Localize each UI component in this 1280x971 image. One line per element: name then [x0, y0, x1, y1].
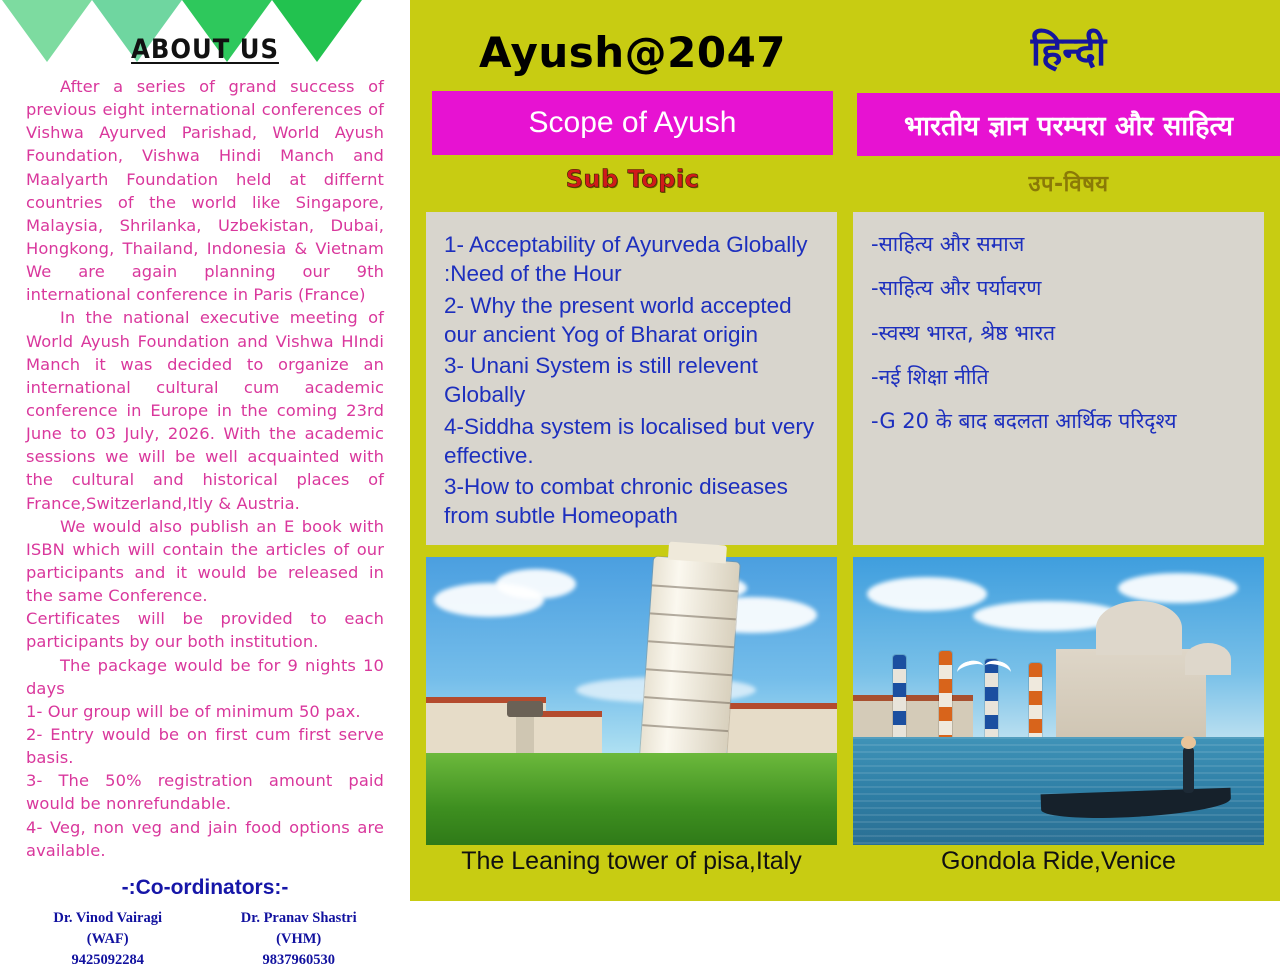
- lawn: [426, 753, 837, 845]
- sub-topic-label: Sub Topic: [565, 165, 700, 193]
- leaning-tower-icon: [640, 556, 740, 762]
- list-item: 3-How to combat chronic diseases from subtle Homeopath: [444, 474, 788, 529]
- list-item: -स्वस्थ भारत, श्रेष्ठ भारत: [871, 320, 1056, 345]
- photo-gallery: [410, 545, 1280, 876]
- pisa-photo-wrapper: [426, 557, 837, 876]
- topics-panel: [410, 0, 1280, 901]
- coordinator-name: Dr. Pranav Shastri: [240, 909, 357, 926]
- about-paragraph: We would also publish an E book with ISBN which will contain the articles of our participants and it would be released in the same Conference.: [26, 516, 384, 606]
- coordinator-phone: 9837960530: [262, 951, 335, 968]
- about-paragraph: 2- Entry would be on first cum first serve basis.: [26, 724, 384, 768]
- coordinator-org: (WAF): [86, 930, 129, 947]
- ayush-title: Ayush@2047: [478, 28, 787, 77]
- dome-icon: [1185, 643, 1231, 675]
- dome-icon: [1096, 601, 1182, 655]
- list-item: -साहित्य और पर्यावरण: [871, 276, 1042, 301]
- about-paragraph: After a series of grand success of previous eight international conferences of Vishwa Ayurved Parishad, World Ayush Foundation, Vishwa Hindi Manch and Maalyarth Foundation held at differnt countries of the world like Singapore, Malaysia, Shrilanka, Uzbekistan, Dubai, Hongkong, Thailand, Indonesia & Vietnam We are again planning our 9th international conference in Paris (France): [26, 77, 384, 305]
- coordinator-card: [241, 908, 357, 971]
- list-item: 1- Acceptability of Ayurveda Globally :Need of the Hour: [444, 232, 808, 287]
- topic-headers: [410, 0, 1280, 198]
- hindi-header-column: [845, 0, 1280, 198]
- about-paragraph: In the national executive meeting of World Ayush Foundation and Vishwa HIndi Manch it was decided to organize an international cultural cum academic conference in Europe in the coming 23rd June to 03 July, 2026. With the academic sessions we will be well acquainted with the cultural and historical places of France,Switzerland,Itly & Austria.: [26, 308, 384, 513]
- coordinators-list: [0, 908, 410, 971]
- coordinators-heading: -:Co-ordinators:-: [121, 875, 289, 899]
- leaning-tower-of-pisa-photo: [426, 557, 837, 845]
- gondolier-figure: [1183, 747, 1194, 793]
- hindi-sub-topic-label: उप-विषय: [1028, 172, 1109, 197]
- about-paragraph: The package would be for 9 nights 10 days: [26, 655, 384, 698]
- cloud-icon: [1118, 573, 1238, 603]
- gondola-ride-venice-photo: [853, 557, 1264, 845]
- coordinator-name: Dr. Vinod Vairagi: [53, 909, 163, 926]
- coordinator-card: [53, 908, 162, 971]
- about-us-heading: ABOUT US: [131, 34, 279, 65]
- list-item: -G 20 के बाद बदलता आर्थिक परिदृश्य: [871, 409, 1177, 434]
- tower-top: [668, 541, 727, 563]
- seagull-icon: [957, 653, 1011, 679]
- ayush-topics-list: [444, 230, 819, 531]
- about-paragraph: Certificates will be provided to each participants by our both institution.: [26, 609, 384, 652]
- building: [727, 703, 837, 757]
- list-item: -साहित्य और समाज: [871, 232, 1025, 256]
- list-item: 4-Siddha system is localised but very effective.: [444, 413, 815, 468]
- coordinator-phone: 9425092284: [71, 951, 144, 968]
- cloud-icon: [496, 569, 576, 599]
- list-item: 2- Why the present world accepted our ancient Yog of Bharat origin: [444, 292, 792, 347]
- hindi-band: भारतीय ज्ञान परम्परा और साहित्य: [857, 93, 1280, 156]
- scope-of-ayush-band: Scope of Ayush: [432, 91, 833, 155]
- coordinator-org: (VHM): [276, 930, 322, 947]
- about-us-body: [0, 65, 410, 862]
- about-paragraph: 3- The 50% registration amount paid would be nonrefundable.: [26, 771, 384, 814]
- list-item: -नई शिक्षा नीति: [871, 365, 989, 390]
- ayush-topics-card: [426, 212, 837, 545]
- venice-caption: Gondola Ride,Venice: [941, 846, 1176, 875]
- basilica-building: [1056, 649, 1206, 741]
- cloud-icon: [867, 577, 987, 611]
- hindi-title: हिन्दी: [1030, 29, 1107, 75]
- hindi-topics-card: [853, 212, 1264, 545]
- list-item: 3- Unani System is still relevent Globally: [444, 353, 758, 408]
- ayush-header-column: [410, 0, 845, 198]
- pisa-caption: The Leaning tower of pisa,Italy: [461, 846, 802, 875]
- about-paragraph: 1- Our group will be of minimum 50 pax.: [26, 701, 361, 721]
- venice-photo-wrapper: [853, 557, 1264, 876]
- building: [853, 695, 973, 741]
- topic-cards: [410, 212, 1280, 545]
- hindi-topics-list: [871, 230, 1246, 436]
- about-paragraph: 4- Veg, non veg and jain food options are available.: [26, 817, 384, 860]
- about-us-panel: [0, 0, 410, 968]
